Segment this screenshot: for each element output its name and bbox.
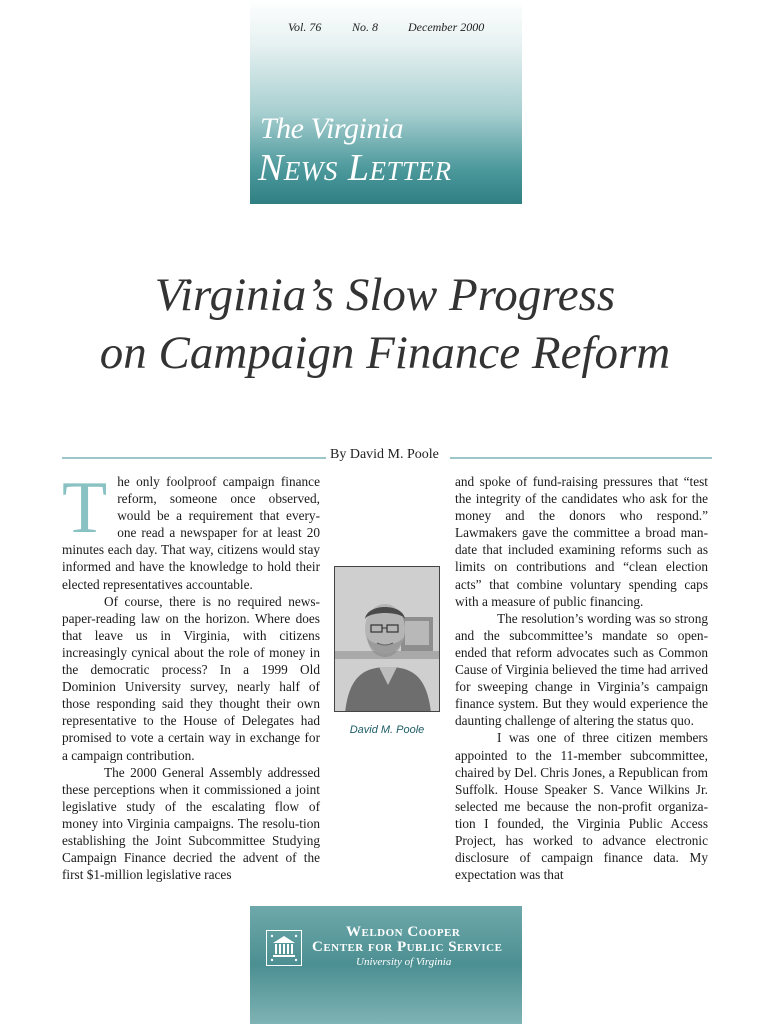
- issue-number: No. 8: [352, 20, 379, 34]
- university-seal-icon: [266, 930, 302, 966]
- paragraph: The 2000 General Assembly addressed these perceptions when it commissioned a joint legislative study of the escalating flow of money into Virginia campaigns. The resolu-tion establishing the Joint Subcommittee Studying Campaign Finance decried the advent of the first $1-million legislative races: [62, 764, 320, 883]
- article-headline: [0, 266, 770, 382]
- drop-cap: T: [62, 467, 108, 549]
- paragraph: The resolution’s wording was so strong and the subcommittee’s mandate so open-ended that reform advocates such as Common Cause of Virginia believed the time had arrived for sweeping change in Virginia’s campaign finance system. But they would experience the daunting challenge of altering the status quo.: [455, 610, 708, 729]
- photo-caption: David M. Poole: [349, 724, 425, 736]
- footer-university: University of Virginia: [356, 956, 452, 968]
- masthead: [250, 0, 522, 204]
- publisher-logo-block: [250, 906, 522, 1024]
- article-column-1: [62, 467, 320, 883]
- paragraph: he only foolproof campaign finance reform, someone once observed, would be a requirement that every-one read a newspaper for at least 20 minutes each day. That way, citizens would stay informed and have the knowledge to hold their elected representatives accountable.: [62, 474, 320, 592]
- footer-org-name: Weldon Cooper: [346, 924, 461, 940]
- footer-org-subtitle: Center for Public Service: [312, 939, 503, 955]
- paragraph: Of course, there is no required news-paper-reading law on the horizon. Where does that leave us in Virginia, with citizens increasingly cynical about the role of money in the democratic process? In a 1999 Old Dominion University survey, nearly half of those responding said they thought their own representative to the House of Delegates had promised to vote a certain way in exchange for a campaign contribution.: [62, 593, 320, 763]
- issue-date: December 2000: [408, 20, 485, 34]
- volume-number: Vol. 76: [288, 20, 322, 34]
- author-photo: [334, 566, 440, 712]
- author-portrait-image: [335, 567, 440, 712]
- masthead-title-line2: News Letter: [258, 147, 452, 189]
- headline-line1: Virginia’s Slow Progress: [154, 269, 616, 321]
- headline-line2: on Campaign Finance Reform: [99, 327, 671, 379]
- paragraph: and spoke of fund-raising pressures that “test the integrity of the candidates who ask for the money and the donors who respond.” Lawmakers gave the committee a broad man-date that included examining reforms such as limits on contributions and “clean election acts” that combine voluntary spending caps with a measure of public financing.: [455, 474, 708, 609]
- article-column-2: [455, 473, 708, 883]
- masthead-title-line1: The Virginia: [260, 112, 404, 145]
- paragraph: I was one of three citizen members appointed to the 11-member subcommittee, chaired by Del. Chris Jones, a Republican from Suffolk. House Speaker S. Vance Wilkins Jr. selected me because the non-profit organiza-tion I founded, the Virginia Public Access Project, has worked to advance electronic disclosure of campaign finance data. My expectation was that: [455, 730, 708, 883]
- byline-rule-right: [450, 457, 712, 459]
- byline-rule-left: [62, 457, 326, 459]
- byline: By David M. Poole: [330, 447, 439, 462]
